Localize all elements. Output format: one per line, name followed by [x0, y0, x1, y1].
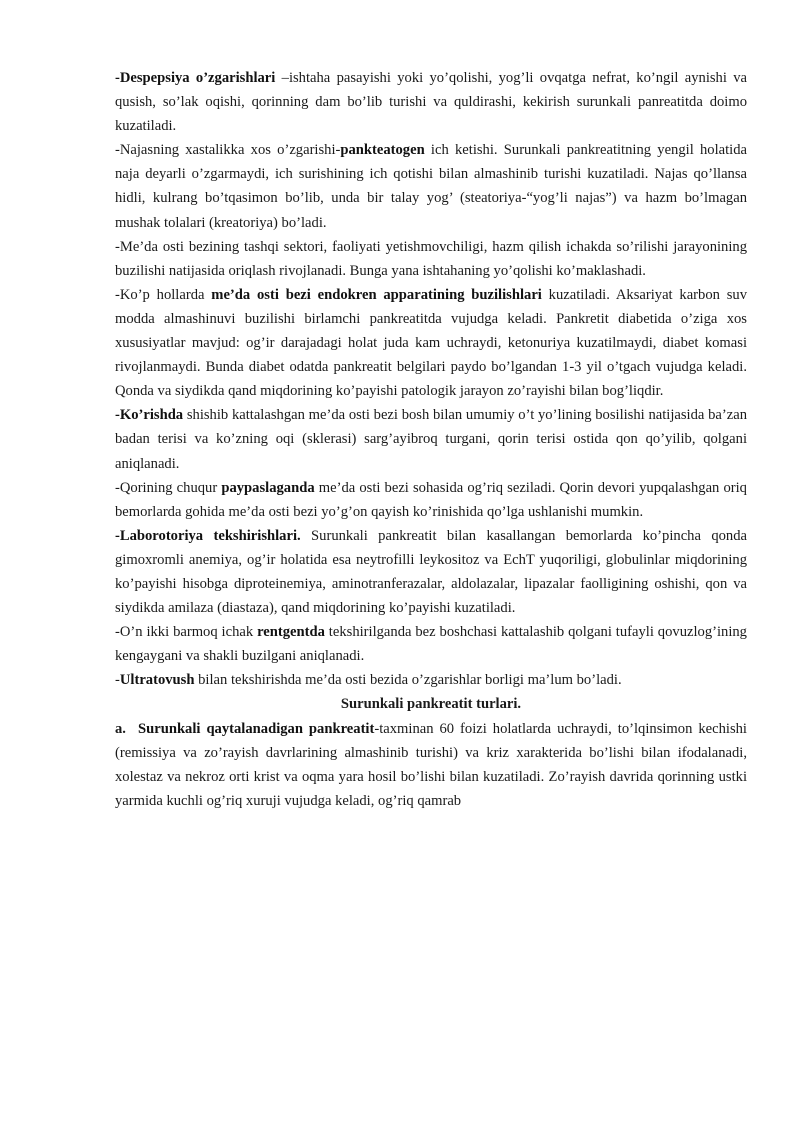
paragraph-dyspepsia	[115, 66, 747, 138]
bold-term: -Laborotoriya tekshirishlari.	[115, 527, 301, 544]
paragraph-text: me’da osti bezi sohasida og’riq seziladi. Qorin devori yupqalashgan oriq bemorlarda gohida me’da osti bezi yo’g’on qayish ko’rinishida qo’lga ushlanishi mumkin.	[115, 479, 747, 520]
paragraph-text: ich ketishi. Surunkali pankreatitning yengil holatida naja deyarli o’zgarmaydi, ich surishining ich qotishi bilan almashinib turishi kuzatiladi. Najas qo’llansa hidli, kulrang bo’tqasimon bo’lib, unda bir talay yog’ (steatoriya-“yog’li najas”) va hazm bo’lmagan mushak tolalari (kreatoriya) bo’ladi.	[115, 142, 747, 231]
bold-term: rentgentda	[257, 624, 325, 641]
paragraph-text: -O’n ikki barmoq ichak	[115, 624, 258, 641]
bold-term: -Despepsiya o’zgarishlari	[115, 70, 276, 86]
paragraph-text: shishib kattalashgan me’da osti bezi bosh bilan umumiy o’t yo’lining bosilishi natijasida ba’zan badan terisi va ko’zning oqi (sklerasi) sarg’ayibroq turgani, qorin terisi ostida qon qo’yilib, qolgani aniqlanadi.	[115, 407, 747, 472]
paragraph-text: bilan tekshirishda me’da osti bezida o’zgarishlar borligi ma’lum bo’ladi.	[194, 672, 622, 689]
paragraph-text: Surunkali pankreatit bilan kasallangan bemorlarda ko’pincha qonda gimoxromli anemiya, og’ir holatida esa neytrofilli leykositoz va EchT yuqoriligi, globulinlar miqdorining ko’payishi hisobga diproteinemiya, aminotranferazalar, aldolazalar, lipazalar faolligining oshishi, qon va siydikda amilaza (diastaza), qand miqdorining ko’payishi kuzatiladi.	[115, 527, 747, 617]
paragraph-text: tekshirilganda bez boshchasi kattalashib qolgani tufayli qovuzlog’ining kengaygani va shakli buzilgani aniqlanadi.	[115, 624, 747, 665]
paragraph-xray	[115, 620, 747, 668]
bold-term: -Ko’rishda	[115, 407, 184, 424]
paragraph-palpation	[115, 476, 747, 524]
paragraph-laboratory	[115, 524, 747, 620]
paragraph-endocrine	[115, 283, 747, 403]
paragraph-text: -	[115, 672, 120, 689]
bold-term: Surunkali qaytalanadigan pankreatit	[138, 720, 375, 737]
paragraph-inspection	[115, 403, 747, 475]
paragraph-text: -Me’da osti bezining tashqi sektori, faoliyati yetishmovchiligi, hazm qilish ichakda so’rilishi jarayonining buzilishi natijasida oriqlash rivojlanadi. Bunga yana ishtahaning yo’qolishi ko’maklashadi.	[115, 238, 747, 279]
paragraph-text: -Ko’p hollarda	[115, 286, 212, 303]
paragraph-ultrasound	[115, 668, 747, 692]
list-item-a	[115, 717, 747, 813]
paragraph-text: -Qorining chuqur	[115, 479, 222, 496]
paragraph-text: -Najasning xastalikka xos o’zgarishi-	[115, 142, 341, 159]
bold-term: paypaslaganda	[221, 479, 315, 496]
bold-term: pankteatogen	[340, 142, 425, 159]
bold-term: me’da osti bezi endokren apparatining buzilishlari	[211, 286, 542, 303]
bold-term: Ultratovush	[119, 672, 195, 689]
paragraph-stool	[115, 138, 747, 234]
paragraph-text: -taxminan 60 foizi holatlarda uchraydi, to’lqinsimon kechishi (remissiya va zo’rayish davrlarining almashinib turishi) va kriz xarakterida bo’lishi bilan ifodalanadi, xolestaz va nekroz orti krist va oqma yara hosil bo’lishi bilan kuzatiladi. Zo’rayish davrida qorinning ustki yarmida kuchli og’riq xuruji vujudga keladi, og’riq qamrab	[115, 720, 747, 809]
list-marker: a.	[115, 720, 126, 737]
document-page	[115, 66, 747, 813]
paragraph-weight-loss	[115, 235, 747, 283]
paragraph-text: kuzatiladi. Aksariyat karbon suv modda almashinuvi buzilishi birlamchi pankreatitda vujudga keladi. Pankretit diabetida o’ziga xos xususiyatlar mavjud: og’ir darajadagi holat juda kam uchraydi, ketonuriya kuzatilmaydi, diabet komasi rivojlanmaydi. Bunda diabet odatda pankreatit belgilari paydo bo’lgandan 1-3 yil o’tgach vujudga keladi. Qonda va siydikda qand miqdorining ko’payishi patologik jarayon zo’rayishi bilan bog’liqdir.	[115, 286, 748, 400]
section-title: Surunkali pankreatit turlari.	[340, 696, 522, 713]
paragraph-text: –ishtaha pasayishi yoki yo’qolishi, yog’li ovqatga nefrat, ko’ngil aynishi va qusish, so’lak oqishi, qorinning dam bo’lib turishi va quldirashi, kekirish surunkali panreatitda doimo kuzatiladi.	[115, 70, 747, 135]
